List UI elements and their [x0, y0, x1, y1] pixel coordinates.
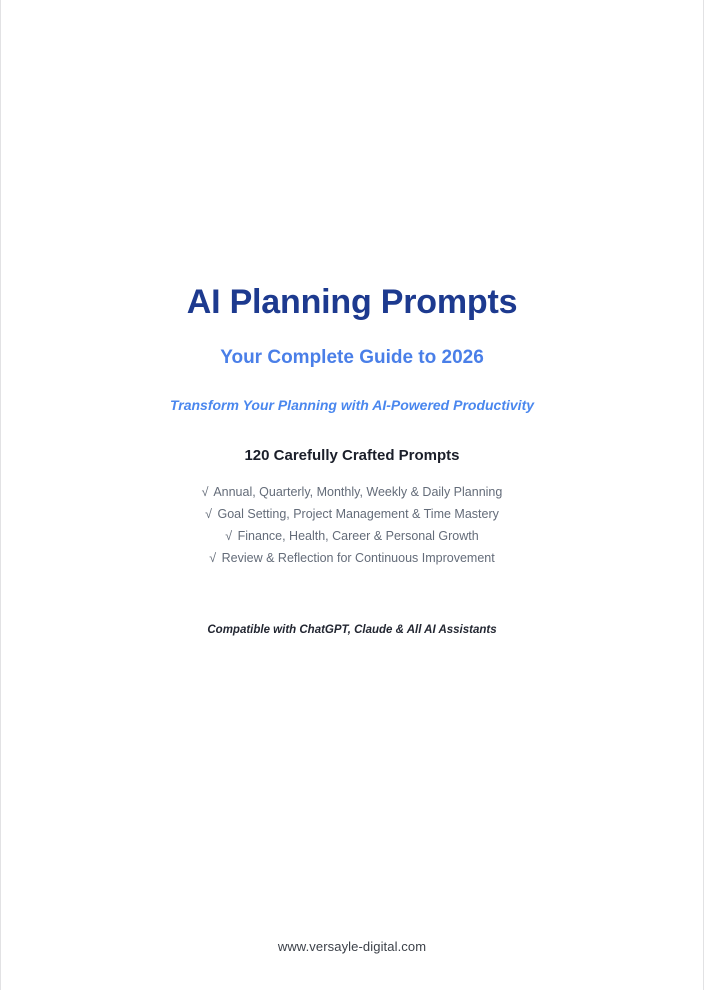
- list-item: [1, 503, 703, 525]
- feature-label: Goal Setting, Project Management & Time Mastery: [217, 506, 499, 521]
- footer-url: www.versayle-digital.com: [277, 939, 427, 954]
- page-title: AI Planning Prompts: [186, 283, 518, 321]
- list-item: [1, 481, 703, 503]
- list-item: [1, 525, 703, 547]
- check-icon: √: [225, 528, 233, 543]
- list-item: [1, 547, 703, 569]
- feature-list: [1, 465, 703, 569]
- prompt-count-heading: 120 Carefully Crafted Prompts: [244, 446, 460, 464]
- page-content: [1, 0, 703, 990]
- check-icon: √: [209, 550, 217, 565]
- page-tagline: Transform Your Planning with AI-Powered Productivity: [169, 396, 535, 413]
- feature-label: Review & Reflection for Continuous Improvement: [221, 550, 495, 565]
- page-subtitle: Your Complete Guide to 2026: [220, 347, 484, 369]
- cover-text-block: [1, 283, 703, 637]
- feature-label: Finance, Health, Career & Personal Growth: [237, 528, 479, 543]
- feature-label: Annual, Quarterly, Monthly, Weekly & Daily Planning: [213, 484, 503, 499]
- check-icon: √: [205, 506, 212, 521]
- check-icon: √: [201, 484, 209, 499]
- page-footer: [1, 938, 703, 956]
- compatibility-note: Compatible with ChatGPT, Claude & All AI Assistants: [207, 623, 497, 636]
